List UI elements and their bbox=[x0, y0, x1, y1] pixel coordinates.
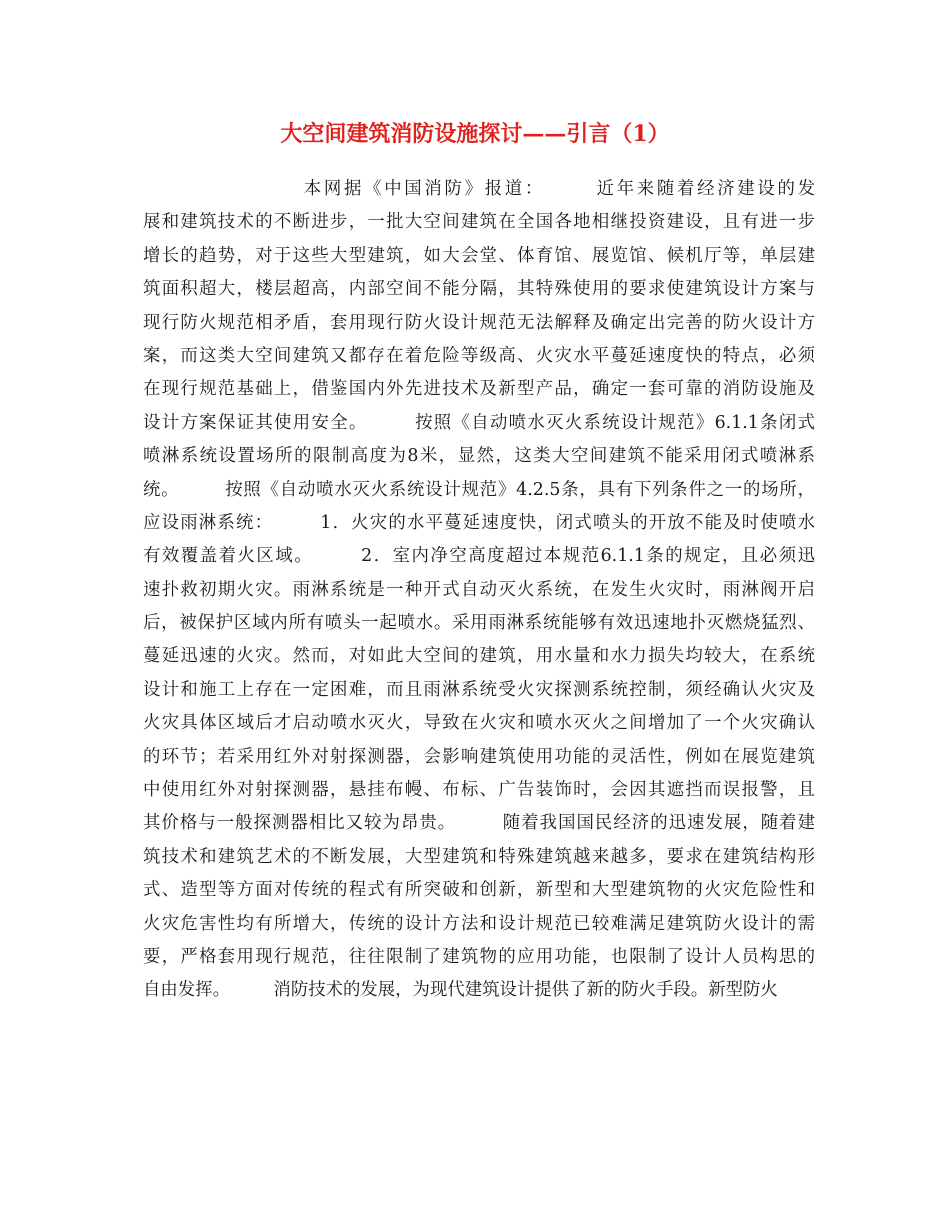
text-line: 有效覆盖着火区域。 2．室内净空高度超过本规范6.1.1条的规定，且必须迅 bbox=[143, 546, 815, 567]
text-line: 筑技术和建筑艺术的不断发展，大型建筑和特殊建筑越来越多，要求在建筑结构形 bbox=[143, 846, 815, 867]
text-line: 本网据《中国消防》报道： 近年来随着经济建设的发 bbox=[143, 179, 815, 199]
body-paragraph bbox=[143, 173, 815, 1008]
text-line: 的环节；若采用红外对射探测器，会影响建筑使用功能的灵活性，例如在展览建筑 bbox=[143, 746, 815, 767]
text-line: 统。 按照《自动喷水灭火系统设计规范》4.2.5条，具有下列条件之一的场所， bbox=[143, 479, 815, 500]
text-line: 中使用红外对射探测器，悬挂布幔、布标、广告装饰时，会因其遮挡而误报警，且 bbox=[143, 780, 815, 801]
text-line: 筑面积超大，楼层超高，内部空间不能分隔，其特殊使用的要求使建筑设计方案与 bbox=[143, 279, 815, 300]
text-line: 后，被保护区域内所有喷头一起喷水。采用雨淋系统能够有效迅速地扑灭燃烧猛烈、 bbox=[143, 613, 815, 634]
text-line: 式、造型等方面对传统的程式有所突破和创新，新型和大型建筑物的火灾危险性和 bbox=[143, 880, 815, 901]
text-line: 在现行规范基础上，借鉴国内外先进技术及新型产品，确定一套可靠的消防设施及 bbox=[143, 379, 815, 400]
text-line: 喷淋系统设置场所的限制高度为8米，显然，这类大空间建筑不能采用闭式喷淋系 bbox=[143, 446, 815, 467]
text-line: 火灾具体区域后才启动喷水灭火，导致在火灾和喷水灭火之间增加了一个火灾确认 bbox=[143, 713, 815, 734]
text-line: 展和建筑技术的不断进步，一批大空间建筑在全国各地相继投资建设，且有进一步 bbox=[143, 212, 815, 233]
text-line: 设计方案保证其使用安全。 按照《自动喷水灭火系统设计规范》6.1.1条闭式 bbox=[143, 412, 815, 433]
document-title: 大空间建筑消防设施探讨——引言（1） bbox=[280, 121, 670, 147]
text-line: 设计和施工上存在一定困难，而且雨淋系统受火灾探测系统控制，须经确认火灾及 bbox=[143, 679, 815, 700]
text-line: 火灾危害性均有所增大，传统的设计方法和设计规范已较难满足建筑防火设计的需 bbox=[143, 913, 815, 934]
text-line: 其价格与一般探测器相比又较为昂贵。 随着我国国民经济的迅速发展，随着建 bbox=[143, 813, 815, 834]
text-line: 现行防火规范相矛盾，套用现行防火设计规范无法解释及确定出完善的防火设计方 bbox=[143, 312, 815, 333]
text-line: 要，严格套用现行规范，往往限制了建筑物的应用功能，也限制了设计人员构思的 bbox=[143, 946, 815, 967]
text-line: 速扑救初期火灾。雨淋系统是一种开式自动灭火系统，在发生火灾时，雨淋阀开启 bbox=[143, 579, 815, 600]
text-line: 蔓延迅速的火灾。然而，对如此大空间的建筑，用水量和水力损失均较大，在系统 bbox=[143, 646, 815, 667]
text-line: 案，而这类大空间建筑又都存在着危险等级高、火灾水平蔓延速度快的特点，必须 bbox=[143, 345, 815, 366]
text-line: 自由发挥。 消防技术的发展，为现代建筑设计提供了新的防火手段。新型防火 bbox=[143, 980, 778, 1001]
text-line: 增长的趋势，对于这些大型建筑，如大会堂、体育馆、展览馆、候机厅等，单层建 bbox=[143, 245, 815, 266]
text-line: 应设雨淋系统： 1．火灾的水平蔓延速度快，闭式喷头的开放不能及时使喷水 bbox=[143, 512, 815, 533]
